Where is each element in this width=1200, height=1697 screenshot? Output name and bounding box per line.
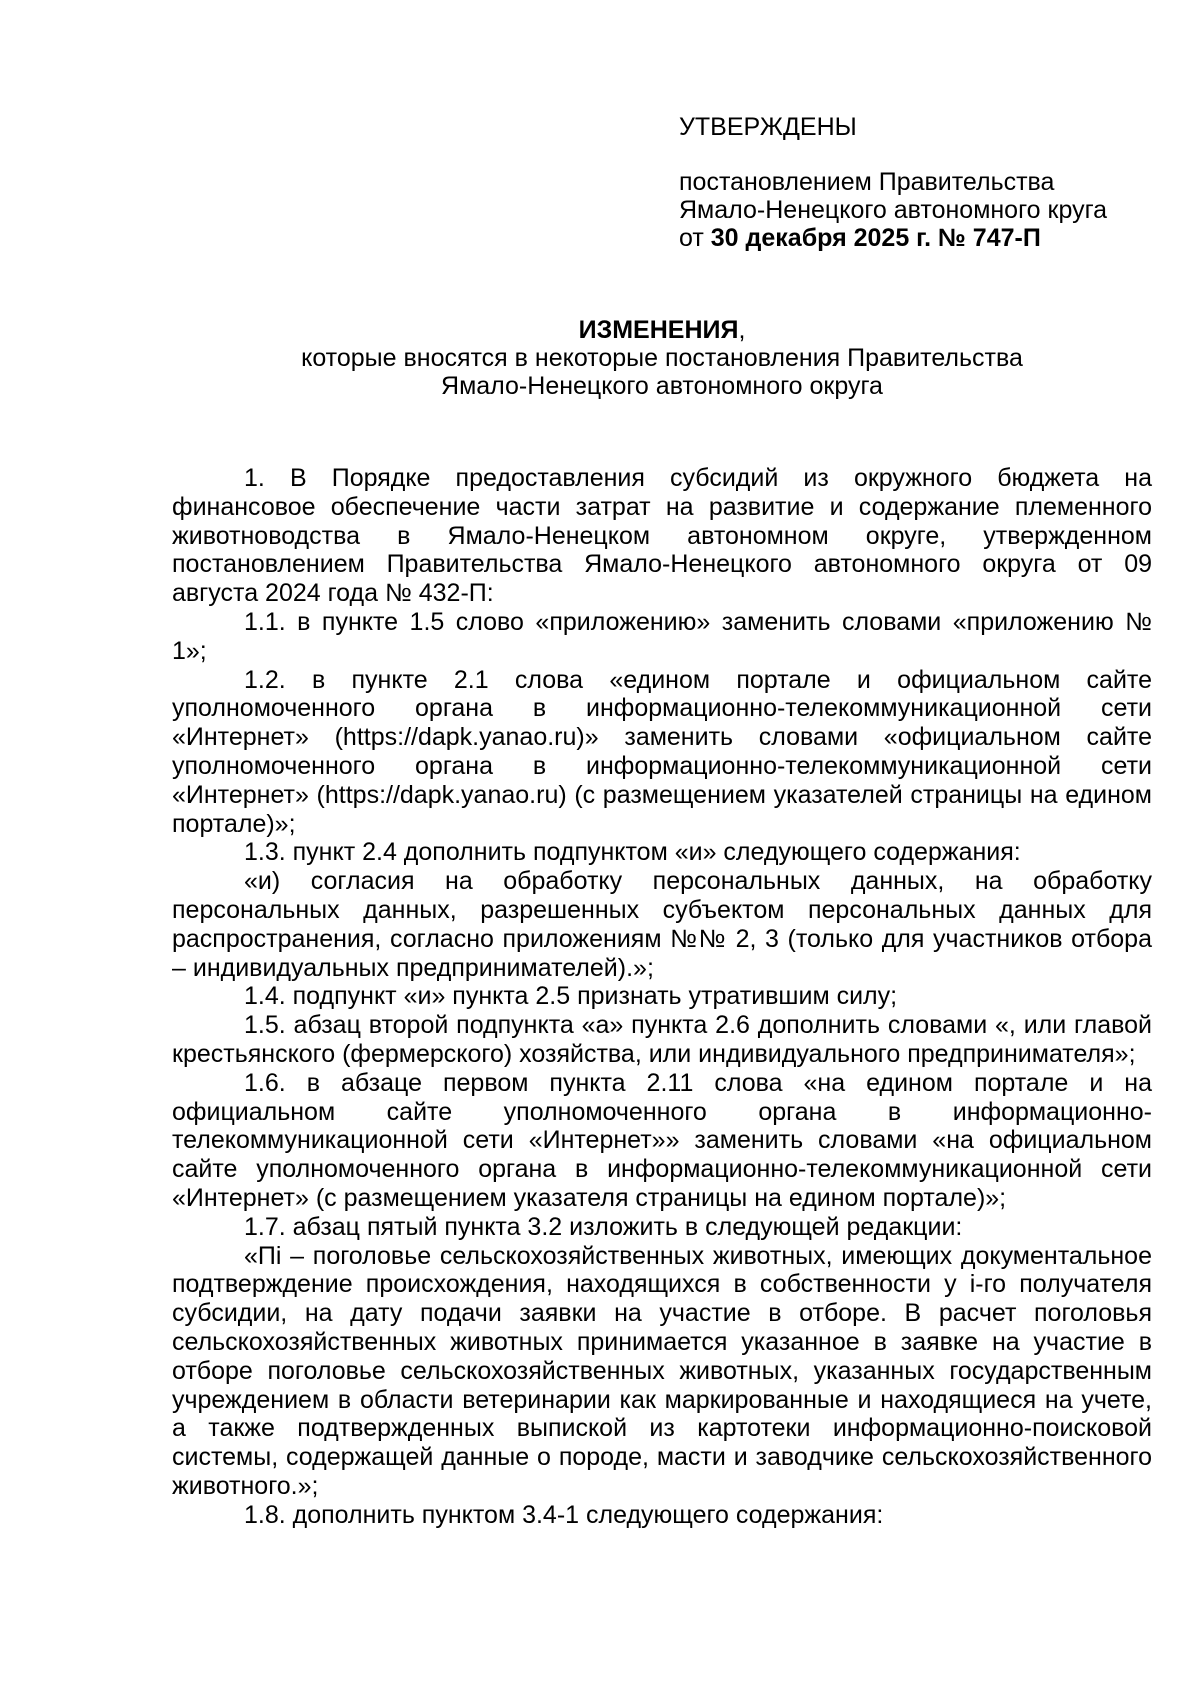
paragraph-1-1: 1.1. в пункте 1.5 слово «приложению» заменить словами «приложению № 1»;	[172, 607, 1152, 665]
document-subtitle-line-2: Ямало-Ненецкого автономного округа	[441, 372, 883, 400]
approval-line-2: Ямало-Ненецкого автономного круга	[679, 196, 1108, 224]
paragraph-1-8: 1.8. дополнить пунктом 3.4-1 следующего содержания:	[244, 1500, 884, 1529]
approval-date-prefix: от	[679, 224, 704, 252]
paragraph-1-7-quote: «Пi – поголовье сельскохозяйственных животных, имеющих документальное подтверждение происхождения, находящихся в собственности у i-го получателя субсидии, на дату подачи заявки на участие в отборе. В расчет поголовья сельскохозяйственных животных принимается указанное в заявке на участие в отборе поголовье сельскохозяйственных животных, указанных государственным учреждением в области ветеринарии как маркированные и находящиеся на учете, а также подтвержденных выпиской из картотеки информационно-поисковой системы, содержащей данные о породе, масти и заводчике сельскохозяйственного животного.»;	[172, 1241, 1152, 1500]
paragraph-1-6: 1.6. в абзаце первом пункта 2.11 слова «на едином портале и на официальном сайте уполномоченного органа в информационно-телекоммуникационной сети «Интернет»» заменить словами «на официальном сайте уполномоченного органа в информационно-телекоммуникационной сети «Интернет» (с размещением указателя страницы на едином портале)»;	[172, 1068, 1152, 1212]
document-subtitle-line-1: которые вносятся в некоторые постановления Правительства	[301, 344, 1023, 372]
paragraph-1: 1. В Порядке предоставления субсидий из окружного бюджета на финансовое обеспечение части затрат на развитие и содержание племенного животноводства в Ямало-Ненецком автономном округе, утвержденном постановлением Правительства Ямало-Ненецкого автономного округа от 09 августа 2024 года № 432-П:	[172, 464, 1152, 608]
paragraph-1-5: 1.5. абзац второй подпункта «а» пункта 2.6 дополнить словами «, или главой крестьянского (фермерского) хозяйства, или индивидуального предпринимателя»;	[172, 1011, 1152, 1068]
document-title-comma: ,	[738, 316, 746, 344]
paragraph-1-7: 1.7. абзац пятый пункта 3.2 изложить в следующей редакции:	[244, 1212, 963, 1241]
paragraph-1-4: 1.4. подпункт «и» пункта 2.5 признать утратившим силу;	[244, 982, 898, 1011]
paragraph-1-2: 1.2. в пункте 2.1 слова «едином портале и официальном сайте уполномоченного органа в информационно-телекоммуникационной сети «Интернет» (https://dapk.yanao.ru)» заменить словами «официальном сайте уполномоченного органа в информационно-телекоммуникационной сети «Интернет» (https://dapk.yanao.ru) (с размещением указателей страницы на едином портале)»;	[172, 665, 1152, 838]
approval-date-line	[679, 224, 1139, 252]
paragraph-1-3: 1.3. пункт 2.4 дополнить подпунктом «и» следующего содержания:	[244, 838, 1021, 867]
paragraph-1-3-quote: «и) согласия на обработку персональных данных, на обработку персональных данных, разрешенных субъектом персональных данных для распространения, согласно приложениям №№ 2, 3 (только для участников отбора – индивидуальных предпринимателей).»;	[172, 867, 1152, 982]
approval-line-1: постановлением Правительства	[679, 168, 1055, 196]
approval-heading: УТВЕРЖДЕНЫ	[679, 113, 857, 141]
document-title-block	[172, 316, 1152, 400]
document-title: ИЗМЕНЕНИЯ	[578, 316, 739, 344]
approval-block	[679, 113, 1139, 252]
document-body	[172, 464, 1152, 1529]
document-title-line	[172, 316, 1152, 344]
approval-date-number: 30 декабря 2025 г. № 747-П	[710, 224, 1041, 252]
